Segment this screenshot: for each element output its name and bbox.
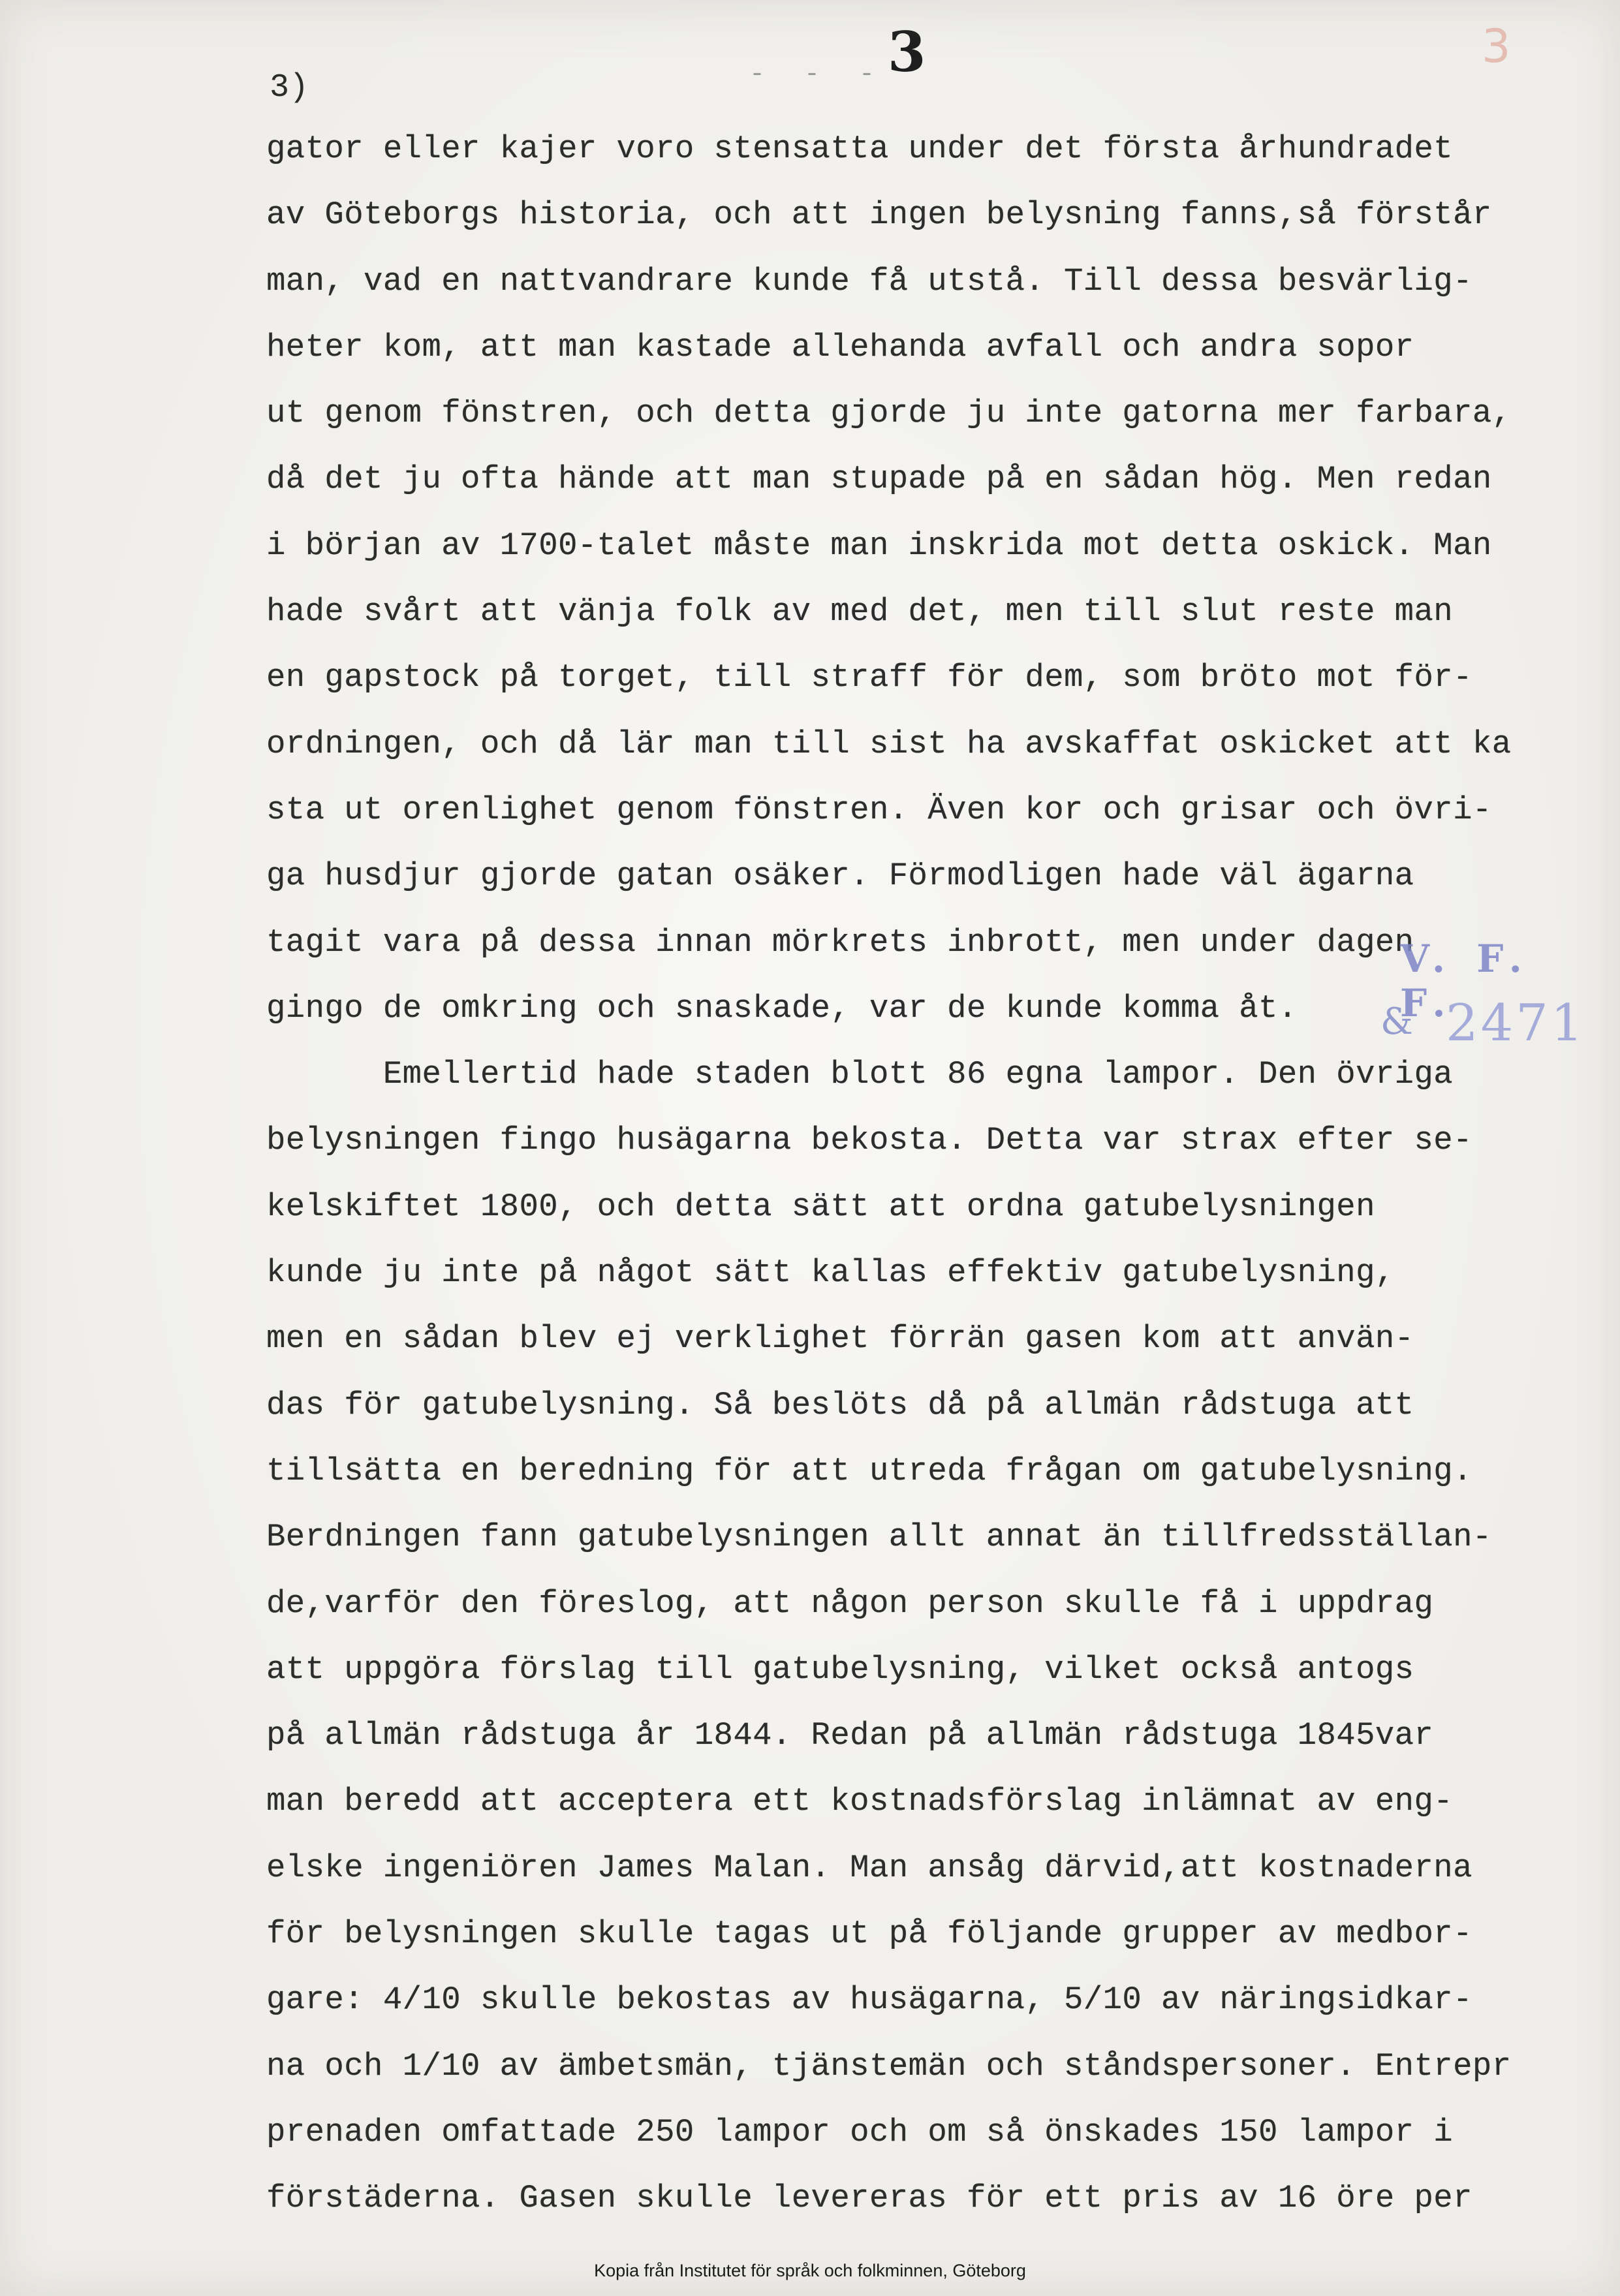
text-line: Berdningen fann gatubelysningen allt annat än tillfredsställan- xyxy=(266,1519,1492,1556)
text-line: av Göteborgs historia, och att ingen belysning fanns,så förstår xyxy=(266,196,1492,234)
text-line: förstäderna. Gasen skulle levereras för ett pris av 16 öre per xyxy=(266,2180,1472,2217)
text-line: kunde ju inte på något sätt kallas effektiv gatubelysning, xyxy=(266,1254,1395,1292)
text-line: de,varför den föreslog, att någon person skulle få i uppdrag xyxy=(266,1585,1434,1622)
text-line: belysningen fingo husägarna bekosta. Detta var strax efter se- xyxy=(266,1122,1472,1159)
archive-stamp-number: 2471 xyxy=(1446,994,1586,1053)
text-line: man, vad en nattvandrare kunde få utstå. Till dessa besvärlig- xyxy=(266,262,1472,300)
text-line: kelskiftet 1800, och detta sätt att ordna gatubelysningen xyxy=(266,1188,1375,1225)
text-line: heter kom, att man kastade allehanda avfall och andra sopor xyxy=(266,328,1414,365)
corner-page-mark: 3 xyxy=(1482,20,1511,73)
section-marker: 3) xyxy=(270,69,309,106)
text-line: hade svårt att vänja folk av med det, men till slut reste man xyxy=(266,593,1454,630)
text-line: i början av 1700-talet måste man inskrida mot detta oskick. Man xyxy=(266,527,1492,564)
text-line: gare: 4/10 skulle bekostas av husägarna, 5/10 av näringsidkar- xyxy=(266,1981,1472,2019)
text-line: Emellertid hade staden blott 86 egna lampor. Den övriga xyxy=(266,1056,1454,1093)
dash-mark: - - - xyxy=(749,60,887,89)
text-line: ga husdjur gjorde gatan osäker. Förmodligen hade väl ägarna xyxy=(266,858,1414,895)
page-number: 3 xyxy=(888,20,927,84)
text-line: prenaden omfattade 250 lampor och om så önskades 150 lampor i xyxy=(266,2113,1454,2150)
text-line: man beredd att acceptera ett kostnadsförslag inlämnat av eng- xyxy=(266,1783,1454,1820)
text-line: tillsätta en beredning för att utreda frågan om gatubelysning. xyxy=(266,1452,1472,1489)
text-line: na och 1/10 av ämbetsmän, tjänstemän och ståndspersoner. Entrepr xyxy=(266,2047,1512,2085)
text-line: för belysningen skulle tagas ut på följande grupper av medbor- xyxy=(266,1916,1472,1953)
text-line: en gapstock på torget, till straff för dem, som bröto mot för- xyxy=(266,659,1472,696)
archive-stamp-prefix: & xyxy=(1380,1001,1413,1043)
text-line: ordningen, och då lär man till sist ha avskaffat oskicket att ka xyxy=(266,725,1512,762)
text-line: elske ingeniören James Malan. Man ansåg därvid,att kostnaderna xyxy=(266,1849,1472,1886)
text-line: gingo de omkring och snaskade, var de kunde komma åt. xyxy=(266,989,1298,1027)
text-line: das för gatubelysning. Så beslöts då på allmän rådstuga att xyxy=(266,1386,1414,1423)
text-line: att uppgöra förslag till gatubelysning, vilket också antogs xyxy=(266,1651,1414,1688)
archive-stamp-letters: V. F. F. xyxy=(1400,937,1531,1025)
typed-body-text xyxy=(266,116,1519,2232)
archive-stamp xyxy=(1361,937,1596,1067)
text-line: sta ut orenlighet genom fönstren. Även kor och grisar och övri- xyxy=(266,791,1492,828)
text-line: på allmän rådstuga år 1844. Redan på allmän rådstuga 1845var xyxy=(266,1717,1434,1754)
text-line: ut genom fönstren, och detta gjorde ju inte gatorna mer farbara, xyxy=(266,395,1512,432)
text-line: gator eller kajer voro stensatta under det första århundradet xyxy=(266,131,1454,167)
text-line: men en sådan blev ej verklighet förrän gasen kom att använ- xyxy=(266,1320,1414,1357)
text-line: tagit vara på dessa innan mörkrets inbrott, men under dagen xyxy=(266,923,1414,961)
text-line: då det ju ofta hände att man stupade på en sådan hög. Men redan xyxy=(266,461,1492,498)
footer-credit: Kopia från Institutet för språk och folkminnen, Göteborg xyxy=(594,2261,1026,2280)
